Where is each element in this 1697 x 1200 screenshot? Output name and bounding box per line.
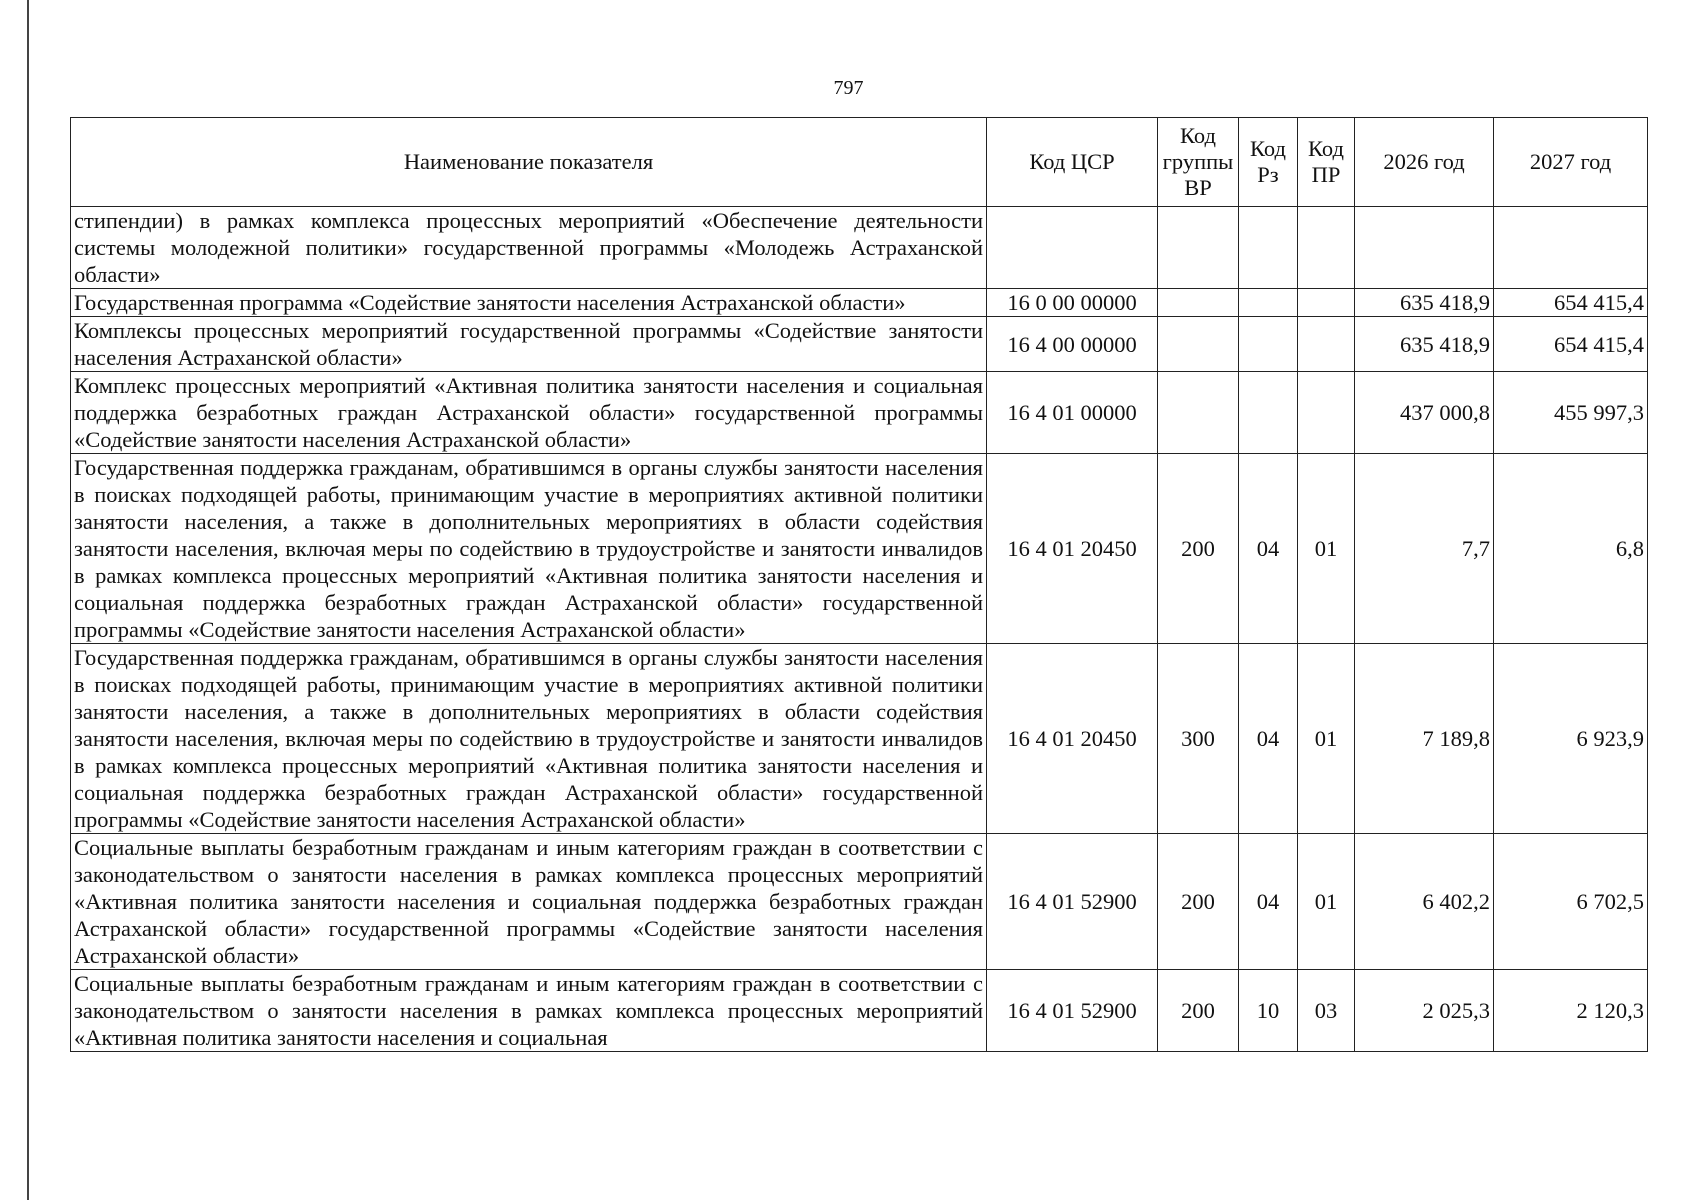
row-csr: 16 4 01 20450 (987, 454, 1158, 644)
row-2026: 2 025,3 (1355, 970, 1494, 1052)
row-2027: 654 415,4 (1494, 317, 1648, 372)
page-number: 797 (833, 77, 864, 99)
left-margin-line (27, 0, 29, 1200)
row-2026: 6 402,2 (1355, 834, 1494, 970)
header-2026: 2026 год (1355, 118, 1494, 207)
row-rz: 10 (1239, 970, 1298, 1052)
row-pr (1298, 372, 1355, 454)
budget-table (70, 117, 1648, 1052)
row-vr (1158, 372, 1239, 454)
header-name: Наименование показателя (71, 118, 987, 207)
row-2026: 635 418,9 (1355, 289, 1494, 317)
row-name: стипендии) в рамках комплекса процессных мероприятий «Обеспечение деятельности системы молодежной политики» государственной программы «Молодежь Астраханской области» (71, 207, 987, 289)
row-2027: 6 923,9 (1494, 644, 1648, 834)
row-csr: 16 4 01 52900 (987, 834, 1158, 970)
table-row (71, 454, 1648, 644)
row-2027: 654 415,4 (1494, 289, 1648, 317)
row-rz (1239, 207, 1298, 289)
row-2027: 6,8 (1494, 454, 1648, 644)
row-csr: 16 4 01 00000 (987, 372, 1158, 454)
header-pr: Код ПР (1298, 118, 1355, 207)
row-pr: 03 (1298, 970, 1355, 1052)
row-2026: 635 418,9 (1355, 317, 1494, 372)
row-2027 (1494, 207, 1648, 289)
row-name: Комплекс процессных мероприятий «Активная политика занятости населения и социальная поддержка безработных граждан Астраханской области» государственной программы «Содействие занятости населения Астраханской области» (71, 372, 987, 454)
row-pr: 01 (1298, 834, 1355, 970)
row-pr (1298, 207, 1355, 289)
table-row (71, 970, 1648, 1052)
row-rz (1239, 372, 1298, 454)
row-pr (1298, 317, 1355, 372)
row-rz: 04 (1239, 834, 1298, 970)
row-name: Социальные выплаты безработным гражданам и иным категориям граждан в соответствии с законодательством о занятости населения в рамках комплекса процессных мероприятий «Активная политика занятости населения и социальная (71, 970, 987, 1052)
row-2026: 437 000,8 (1355, 372, 1494, 454)
row-vr (1158, 317, 1239, 372)
row-vr: 300 (1158, 644, 1239, 834)
row-vr: 200 (1158, 834, 1239, 970)
table-row (71, 207, 1648, 289)
table-row (71, 372, 1648, 454)
row-name: Государственная поддержка гражданам, обратившимся в органы службы занятости населения в поисках подходящей работы, принимающим участие в мероприятиях активной политики занятости населения, а также в дополнительных мероприятиях в области содействия занятости населения, включая меры по содействию в трудоустройстве и занятости инвалидов в рамках комплекса процессных мероприятий «Активная политика занятости населения и социальная поддержка безработных граждан Астраханской области» государственной программы «Содействие занятости населения Астраханской области» (71, 454, 987, 644)
row-csr: 16 4 01 20450 (987, 644, 1158, 834)
header-rz: Код Рз (1239, 118, 1298, 207)
row-csr (987, 207, 1158, 289)
row-2027: 455 997,3 (1494, 372, 1648, 454)
row-2027: 6 702,5 (1494, 834, 1648, 970)
header-2027: 2027 год (1494, 118, 1648, 207)
table-header-row (71, 118, 1648, 207)
row-pr: 01 (1298, 454, 1355, 644)
table-row (71, 289, 1648, 317)
row-rz: 04 (1239, 644, 1298, 834)
row-csr: 16 0 00 00000 (987, 289, 1158, 317)
row-rz (1239, 289, 1298, 317)
row-2027: 2 120,3 (1494, 970, 1648, 1052)
row-rz: 04 (1239, 454, 1298, 644)
header-csr: Код ЦСР (987, 118, 1158, 207)
row-name: Государственная поддержка гражданам, обратившимся в органы службы занятости населения в поисках подходящей работы, принимающим участие в мероприятиях активной политики занятости населения, а также в дополнительных мероприятиях в области содействия занятости населения, включая меры по содействию в трудоустройстве и занятости инвалидов в рамках комплекса процессных мероприятий «Активная политика занятости населения и социальная поддержка безработных граждан Астраханской области» государственной программы «Содействие занятости населения Астраханской области» (71, 644, 987, 834)
header-vr: Код группы ВР (1158, 118, 1239, 207)
row-vr: 200 (1158, 970, 1239, 1052)
row-2026: 7 189,8 (1355, 644, 1494, 834)
table-row (71, 834, 1648, 970)
row-name: Социальные выплаты безработным гражданам и иным категориям граждан в соответствии с законодательством о занятости населения в рамках комплекса процессных мероприятий «Активная политика занятости населения и социальная поддержка безработных граждан Астраханской области» государственной программы «Содействие занятости населения Астраханской области» (71, 834, 987, 970)
row-vr (1158, 207, 1239, 289)
table-row (71, 644, 1648, 834)
row-pr (1298, 289, 1355, 317)
row-name: Комплексы процессных мероприятий государственной программы «Содействие занятости населения Астраханской области» (71, 317, 987, 372)
row-2026: 7,7 (1355, 454, 1494, 644)
row-name: Государственная программа «Содействие занятости населения Астраханской области» (71, 289, 987, 317)
row-csr: 16 4 00 00000 (987, 317, 1158, 372)
row-rz (1239, 317, 1298, 372)
table-row (71, 317, 1648, 372)
row-vr (1158, 289, 1239, 317)
row-vr: 200 (1158, 454, 1239, 644)
row-csr: 16 4 01 52900 (987, 970, 1158, 1052)
row-2026 (1355, 207, 1494, 289)
row-pr: 01 (1298, 644, 1355, 834)
